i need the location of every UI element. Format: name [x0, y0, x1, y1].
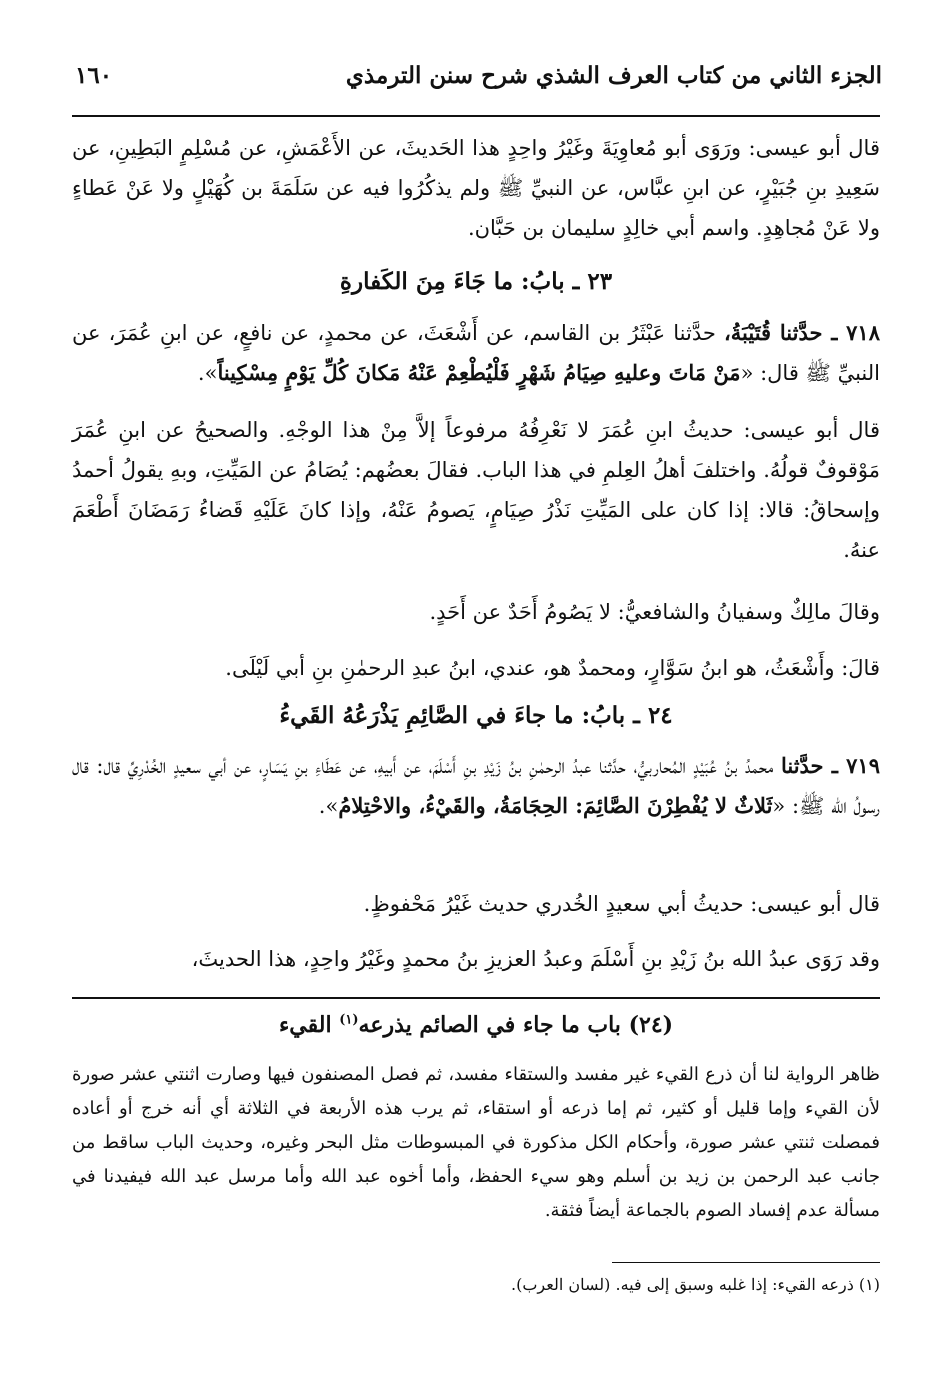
- running-header-title: الجزء الثاني من كتاب العرف الشذي شرح سنن الترمذي: [345, 62, 882, 89]
- footnote-separator: [612, 1262, 880, 1263]
- page-number: ١٦٠: [75, 62, 113, 89]
- footnote: (١) ذرعه القيء: إذا غلبه وسبق إلى فيه. (لسان العرب).: [511, 1275, 880, 1294]
- commentary-text: ظاهر الرواية لنا أن ذرع القيء غير مفسد والستقاء مفسد، ثم فصل المصنفون فيها وصارت اثنتي عشر صورة لأن القيء وإما قليل أو كثير، ثم إما ذرعه أو استقاء، ثم يرب هذه الأربعة في الثلاثة أي أنه خرج أو أعاده فمصلت ثنتي عشر صورة، وأحكام الكل مذكورة في المبسوطات مثل البحر وغيره، وحديث الباب ساقط من جانب عبد الرحمن بن زيد بن أسلم وهو سيء الحفظ، وأما أخوه عبد الله وأما مرسل عبد الله فيفيدنا في مسألة عدم إفساد الصوم بالجماعة أيضاً فثقة.: [72, 1064, 880, 1221]
- commentary-heading-end: القيء: [278, 1012, 340, 1038]
- paragraph-1: [72, 128, 880, 248]
- paragraph-text: قالَ: وأَشْعَثُ، هو ابنُ سَوَّارٍ، ومحمدٌ هو، عندي، ابنُ عبدِ الرحمٰنِ بنِ أبي لَيْلَى.: [225, 656, 880, 680]
- hadith-718-chain: حدَّثنا عَبْثَرُ بن القاسم، عن أَشْعَثَ، عن محمدٍ، عن نافعٍ، عن ابنِ عُمَرَ، عن النبيِّ ﷺ قال: «: [72, 321, 880, 385]
- commentary-body: [72, 1058, 880, 1228]
- commentary-separator: [72, 997, 880, 999]
- chapter-heading-23: ٢٣ ـ بابُ: ما جَاءَ مِنَ الكَفارةِ: [339, 268, 613, 295]
- hadith-718-end: ».: [197, 361, 218, 385]
- paragraph-3: [72, 592, 880, 632]
- paragraph-5: [72, 884, 880, 924]
- commentary-heading-text: (٢٤) باب ما جاء في الصائم يذرعه: [358, 1012, 674, 1038]
- hadith-719-chain: محمدُ بنُ عُبَيْدٍ المُحاربيُّ، حدَّثنا عبدُ الرحمٰنِ بنُ زَيْدِ بنِ أَسْلَمَ، عن أَبيهِ، عن عَطَاءِ بنِ يَسَارٍ، عن أبي سعيدٍ الخُدْرِيِّ قال: قال رسولُ الله ﷺ: «: [72, 754, 880, 818]
- hadith-718-number: ٧١٨ ـ حدَّثنا قُتَيْبَةُ،: [724, 320, 880, 345]
- paragraph-4: [72, 648, 880, 688]
- running-header: [75, 62, 882, 96]
- hadith-718-matn: مَنْ مَاتَ وعليهِ صِيَامُ شَهْرٍ فَلْيُطْعِمْ عَنْهُ مَكانَ كُلِّ يَوْمٍ مِسْكِيناً: [217, 360, 741, 385]
- hadith-719: [72, 746, 880, 826]
- hadith-719-text: [72, 746, 880, 826]
- commentary-heading: [72, 1012, 880, 1038]
- paragraph-text: قال أبو عيسى: ورَوَى أبو مُعاوِيَةَ وغَيْرُ واحِدٍ هذا الحَديثَ، عن الأَعْمَشِ، عن مُسْلِمٍ البَطِينِ، عن سَعِيدِ بنِ جُبَيْرٍ، عن ابنِ عبَّاس، عن النبيِّ ﷺ ولم يذكُرُوا فيه عن سَلَمَةَ بن كُهَيْلٍ ولا عَنْ عَطاءٍ ولا عَنْ مُجاهِدٍ. واسم أبي خالِدٍ سليمان بن حَبَّان.: [72, 136, 880, 240]
- paragraph-2: [72, 410, 880, 570]
- paragraph-text: وقد رَوَى عبدُ الله بنُ زَيْدِ بنِ أَسْلَمَ وعبدُ العزيزِ بنُ محمدٍ وغَيْرُ واحِدٍ، هذا الحديثَ،: [191, 947, 880, 971]
- chapter-heading-24: ٢٤ ـ بابُ: ما جاءَ في الصَّائِمِ يَذْرَعُهُ القَيءُ: [279, 702, 673, 729]
- hadith-718: [72, 313, 880, 393]
- hadith-718-text: [72, 313, 880, 393]
- paragraph-6: [72, 939, 880, 979]
- hadith-719-matn: ثَلاثٌ لا يُفْطِرْنَ الصَّائِمَ: الحِجَامَةُ، والقَيْءُ، والاحْتِلامُ: [338, 793, 773, 818]
- hadith-719-end: ».: [318, 794, 339, 818]
- paragraph-text: قال أبو عيسى: حديثُ ابنِ عُمَرَ لا نَعْرِفُهُ مرفوعاً إلاَّ مِنْ هذا الوجْهِ. والصحيحُ عن ابنِ عُمَرَ مَوْقوفٌ قولُهُ. واختلفَ أهلُ العِلمِ في هذا الباب. فقالَ بعضُهم: يُصَامُ عن المَيِّتِ، وبهِ يقولُ أحمدُ وإسحاقُ: قالا: إذا كان على المَيِّتِ نَذْرُ صِيَامٍ، يَصومُ عَنْهُ، وإذا كانَ عَلَيْهِ قَضاءُ رَمَضَانَ أَطْعَمَ عنهُ.: [72, 418, 880, 562]
- header-rule: [72, 115, 880, 117]
- footnote-reference: (١): [339, 1012, 359, 1028]
- hadith-719-number: ٧١٩ ـ حدَّثنا: [780, 753, 880, 778]
- paragraph-text: قال أبو عيسى: حديثُ أبي سعيدٍ الخُدري حديث غَيْرُ مَحْفوظٍ.: [363, 892, 880, 916]
- paragraph-text: وقالَ مالِكٌ وسفيانُ والشافعيُّ: لا يَصُومُ أَحَدٌ عن أَحَدٍ.: [429, 600, 880, 624]
